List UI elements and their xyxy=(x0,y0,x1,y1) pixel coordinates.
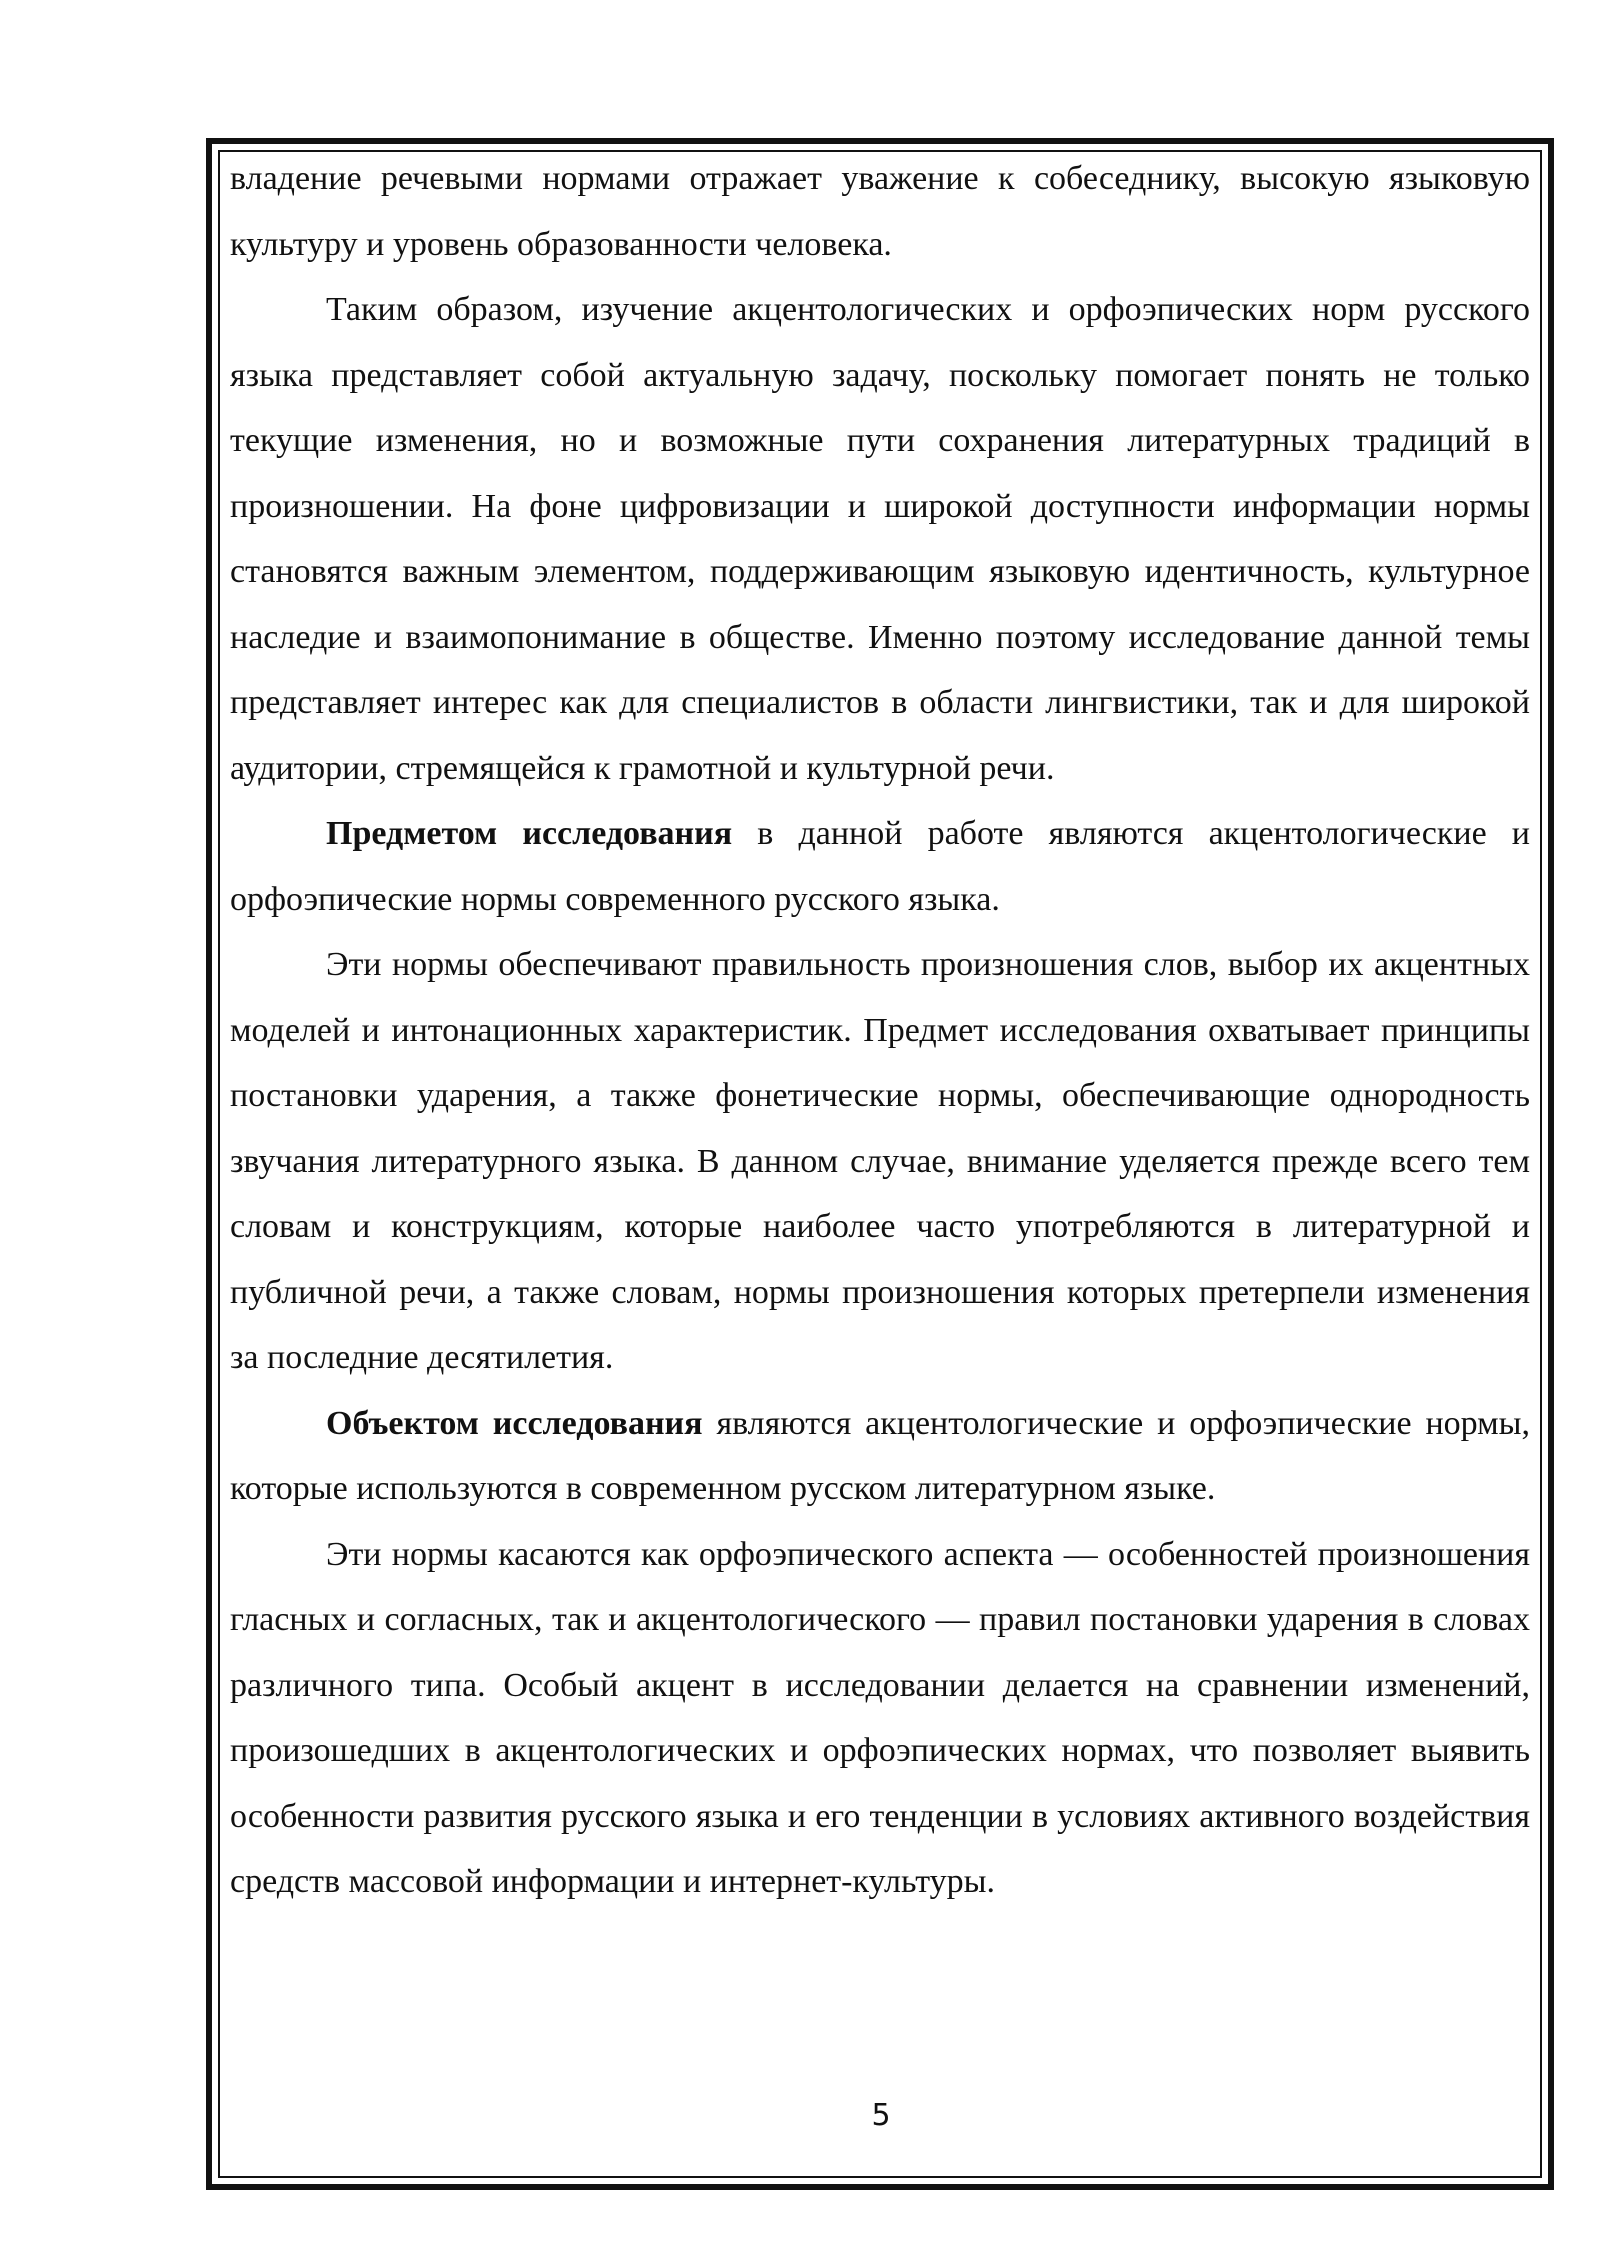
paragraph-6: Эти нормы касаются как орфоэпического аспекта — особенностей произношения гласных и согласных, так и акцентологического — правил постановки ударения в словах различного типа. Особый акцент в исследовании делается на сравнении изменений, произошедших в акцентологических и орфоэпических нормах, что позволяет выявить особенности развития русского языка и его тенденции в условиях активного воздействия средств массовой информации и интернет-культуры. xyxy=(230,1535,1530,1900)
paragraph-4: Эти нормы обеспечивают правильность произношения слов, выбор их акцентных моделей и интонационных характеристик. Предмет исследования охватывает принципы постановки ударения, а также фонетические нормы, обеспечивающие однородность звучания литературного языка. В данном случае, внимание уделяется прежде всего тем словам и конструкциям, которые наиболее часто употребляются в литературной и публичной речи, а также словам, нормы произношения которых претерпели изменения за последние десятилетия. xyxy=(230,946,1530,1376)
paragraph-3-text: в данной работе являются акцентологические и орфоэпические нормы современного русского языка. xyxy=(230,815,1530,918)
paragraph-2: Таким образом, изучение акцентологических и орфоэпических норм русского языка представляет собой актуальную задачу, поскольку помогает понять не только текущие изменения, но и возможные пути сохранения литературных традиций в произношении. На фоне цифровизации и широкой доступности информации нормы становятся важным элементом, поддерживающим языковую идентичность, культурное наследие и взаимопонимание в обществе. Именно поэтому исследование данной темы представляет интерес как для специалистов в области лингвистики, так и для широкой аудитории, стремящейся к грамотной и культурной речи. xyxy=(230,291,1530,787)
paragraph-5 xyxy=(230,1391,1530,1522)
subject-heading-bold: Предметом исследования xyxy=(326,815,733,852)
page-number: 5 xyxy=(871,2098,891,2133)
paragraph-5-text: являются акцентологические и орфоэпические нормы, которые используются в современном русском литературном языке. xyxy=(230,1404,1530,1507)
object-heading-bold: Объектом исследования xyxy=(326,1404,703,1442)
paragraph-1: владение речевыми нормами отражает уважение к собеседнику, высокую языковую культуру и уровень образованности человека. xyxy=(230,160,1530,263)
document-body xyxy=(230,146,1530,1915)
paragraph-3 xyxy=(230,801,1530,932)
